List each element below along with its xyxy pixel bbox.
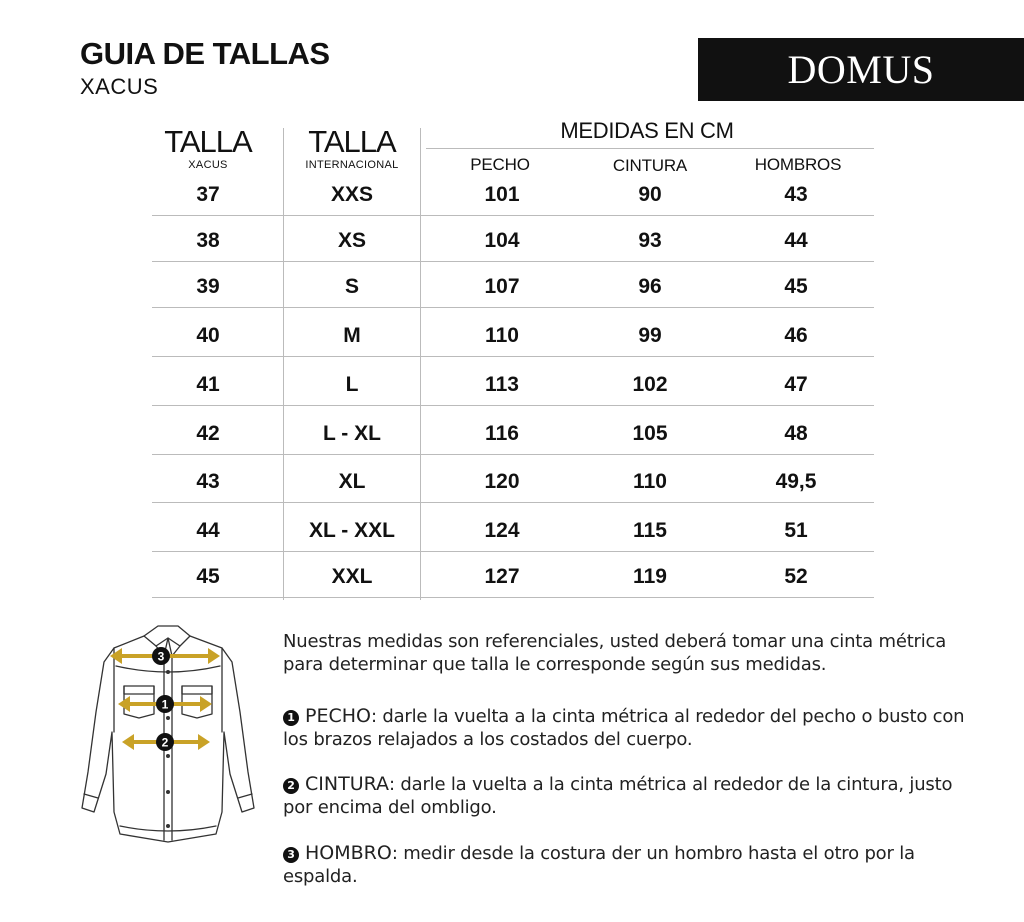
- cell-intl: XXS: [330, 183, 374, 206]
- table-row: [152, 218, 874, 264]
- brand-logo: [698, 38, 1024, 101]
- cell-pecho: 110: [485, 324, 519, 347]
- table-row: [152, 554, 874, 600]
- row-divider: [152, 551, 874, 552]
- note-cintura-label: CINTURA: [305, 773, 390, 795]
- page-title: GUIA DE TALLAS: [80, 36, 330, 71]
- marker-2: [156, 733, 174, 751]
- cell-intl: XS: [337, 229, 366, 252]
- cell-hombros: 44: [784, 229, 808, 252]
- note-pecho: [283, 705, 983, 751]
- header-talla-intl-title: TALLA: [308, 124, 396, 159]
- cell-intl: M: [343, 324, 361, 347]
- shirt-diagram: [76, 622, 256, 848]
- table-row: [152, 411, 874, 457]
- cell-intl: XL: [338, 470, 366, 493]
- note-pecho-text: : darle la vuelta a la cinta métrica al rededor del pecho o busto con los brazos relajados a los costados del cuerpo.: [283, 706, 965, 750]
- header-medidas-underline: [426, 148, 874, 149]
- note-hombro-label: HOMBRO: [305, 842, 392, 864]
- header-talla-internacional: [296, 126, 408, 171]
- cell-xacus: 45: [196, 565, 220, 588]
- table-row: [152, 264, 874, 310]
- bullet-3: 3: [283, 847, 299, 863]
- note-hombro: [283, 842, 983, 888]
- row-divider: [152, 405, 874, 406]
- cell-cintura: 99: [638, 324, 662, 347]
- brand-name: DOMUS: [787, 47, 935, 92]
- cell-pecho: 113: [485, 373, 519, 396]
- cell-xacus: 41: [196, 373, 220, 396]
- row-divider: [152, 454, 874, 455]
- marker-1: [156, 695, 174, 713]
- intro-note: Nuestras medidas son referenciales, usted deberá tomar una cinta métrica para determinar que talla le corresponde según sus medidas.: [283, 631, 947, 675]
- note-pecho-label: PECHO: [305, 705, 371, 727]
- cell-cintura: 105: [632, 422, 668, 445]
- table-row: [152, 508, 874, 554]
- cell-pecho: 120: [484, 470, 520, 493]
- cell-xacus: 38: [196, 229, 220, 252]
- cell-hombros: 46: [784, 324, 808, 347]
- table-row: [152, 313, 874, 359]
- cell-xacus: 44: [196, 519, 220, 542]
- header-pecho: PECHO: [470, 155, 530, 174]
- marker-3-label: 3: [157, 649, 165, 664]
- header-medidas: MEDIDAS EN CM: [560, 118, 734, 143]
- cell-xacus: 37: [196, 183, 220, 206]
- cell-pecho: 101: [484, 183, 520, 206]
- row-divider: [152, 261, 874, 262]
- cell-hombros: 49,5: [775, 470, 817, 493]
- marker-1-label: 1: [161, 697, 169, 712]
- cell-cintura: 93: [638, 229, 662, 252]
- bullet-2: 2: [283, 778, 299, 794]
- note-hombro-text: : medir desde la costura der un hombro hasta el otro por la espalda.: [283, 843, 915, 887]
- cell-intl: XXL: [331, 565, 373, 588]
- cell-pecho: 116: [485, 422, 519, 445]
- note-cintura: [283, 773, 983, 819]
- cell-cintura: 96: [638, 275, 662, 298]
- cell-intl: XL - XXL: [309, 519, 395, 542]
- cell-xacus: 43: [196, 470, 220, 493]
- header-talla-xacus-sub: XACUS: [188, 159, 228, 171]
- cell-cintura: 110: [633, 470, 667, 493]
- cell-intl: L - XL: [323, 422, 381, 445]
- cell-hombros: 48: [784, 422, 808, 445]
- marker-2-label: 2: [161, 735, 169, 750]
- cell-pecho: 104: [484, 229, 520, 252]
- cell-xacus: 42: [196, 422, 220, 445]
- cell-cintura: 102: [632, 373, 668, 396]
- cell-cintura: 90: [638, 183, 662, 206]
- cell-xacus: 40: [196, 324, 220, 347]
- header-hombros: HOMBROS: [754, 155, 842, 174]
- table-row: [152, 362, 874, 408]
- header-talla-xacus-title: TALLA: [164, 124, 252, 159]
- cell-cintura: 115: [633, 519, 667, 542]
- cell-pecho: 124: [484, 519, 520, 542]
- cell-cintura: 119: [633, 565, 667, 588]
- row-divider: [152, 356, 874, 357]
- marker-3: [152, 647, 170, 665]
- header-talla-xacus: [152, 126, 264, 171]
- cell-hombros: 45: [784, 275, 808, 298]
- cell-hombros: 47: [784, 373, 808, 396]
- cell-pecho: 107: [484, 275, 520, 298]
- header-talla-intl-sub: INTERNACIONAL: [305, 159, 399, 171]
- row-divider: [152, 215, 874, 216]
- row-divider: [152, 307, 874, 308]
- cell-hombros: 51: [784, 519, 808, 542]
- row-divider: [152, 597, 874, 598]
- cell-pecho: 127: [484, 565, 520, 588]
- row-divider: [152, 502, 874, 503]
- cell-xacus: 39: [196, 275, 220, 298]
- table-row: [152, 459, 874, 505]
- table-row: [152, 172, 874, 218]
- bullet-1: 1: [283, 710, 299, 726]
- cell-intl: S: [344, 275, 359, 298]
- cell-intl: L: [345, 373, 359, 396]
- page-subtitle: XACUS: [80, 74, 159, 99]
- header-cintura: CINTURA: [612, 156, 688, 175]
- cell-hombros: 43: [784, 183, 808, 206]
- note-cintura-text: : darle la vuelta a la cinta métrica al rededor de la cintura, justo por encima del ombligo.: [283, 774, 953, 818]
- cell-hombros: 52: [784, 565, 808, 588]
